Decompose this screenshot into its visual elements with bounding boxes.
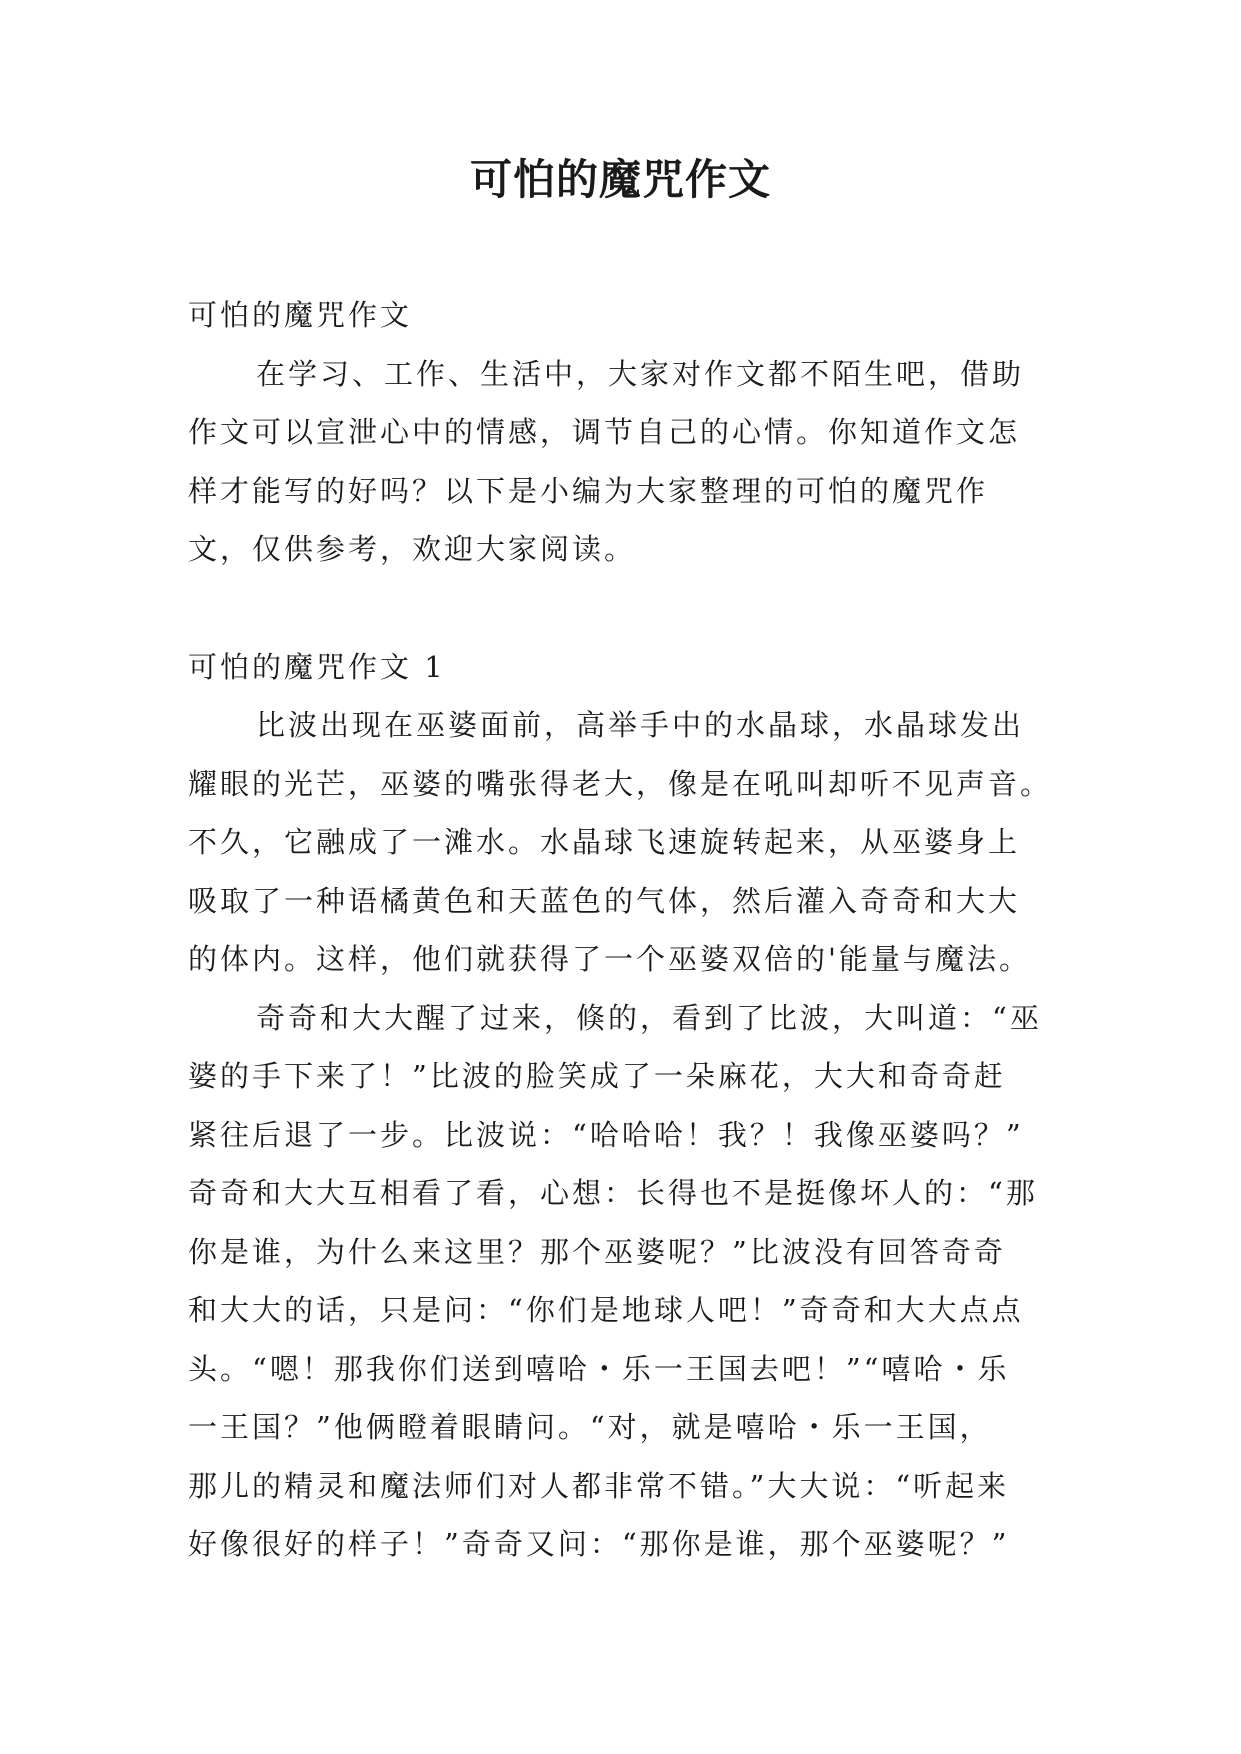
paragraph-line: 奇奇和大大醒了过来，倏的，看到了比波，大叫道：“巫 — [256, 1000, 1042, 1035]
paragraph-line: 婆的手下来了！”比波的脸笑成了一朵麻花，大大和奇奇赶 — [188, 1059, 1006, 1093]
paragraph-line: 那儿的精灵和魔法师们对人都非常不错。”大大说：“听起来 — [188, 1468, 1010, 1503]
paragraph-line: 的体内。这样，他们就获得了一个巫婆双倍的'能量与魔法。 — [188, 942, 1031, 976]
section1-paragraph-2 — [188, 989, 1054, 1574]
section-heading: 可怕的魔咒作文 1 — [188, 649, 446, 684]
paragraph-line: 一王国？”他俩瞪着眼睛问。“对，就是嘻哈・乐一王国， — [188, 1410, 992, 1444]
paragraph-line: 比波出现在巫婆面前，高举手中的水晶球，水晶球发出 — [256, 708, 1025, 742]
paragraph-line: 紧往后退了一步。比波说：“哈哈哈！我？！我像巫婆吗？” — [188, 1117, 1024, 1152]
paragraph-line: 吸取了一种语橘黄色和天蓝色的气体，然后灌入奇奇和大大 — [188, 883, 1021, 918]
intro-heading: 可怕的魔咒作文 — [188, 298, 413, 332]
paragraph-line: 文，仅供参考，欢迎大家阅读。 — [188, 532, 637, 566]
intro-paragraph — [188, 345, 1054, 579]
paragraph-line: 耀眼的光芒，巫婆的嘴张得老大，像是在吼叫却听不见声音。 — [188, 766, 1053, 801]
paragraph-line: 好像很好的样子！”奇奇又问：“那你是谁，那个巫婆呢？” — [188, 1527, 1010, 1561]
section1-paragraph-1 — [188, 696, 1054, 989]
document-title: 可怕的魔咒作文 — [469, 155, 771, 204]
paragraph-line: 样才能写的好吗？以下是小编为大家整理的可怕的魔咒作 — [188, 473, 989, 508]
paragraph-line: 不久，它融成了一滩水。水晶球飞速旋转起来，从巫婆身上 — [188, 825, 1021, 859]
paragraph-line: 作文可以宣泄心中的情感，调节自己的心情。你知道作文怎 — [188, 415, 1021, 449]
paragraph-line: 你是谁，为什么来这里？那个巫婆呢？”比波没有回答奇奇 — [188, 1234, 1006, 1269]
paragraph-line: 奇奇和大大互相看了看，心想：长得也不是挺像坏人的：“那 — [188, 1176, 1038, 1210]
paragraph-line: 头。“嗯！那我你们送到嘻哈・乐一王国去吧！”“嘻哈・乐 — [188, 1351, 1010, 1386]
document-body — [188, 286, 1054, 1574]
paragraph-line: 和大大的话，只是问：“你们是地球人吧！”奇奇和大大点点 — [188, 1293, 1024, 1327]
paragraph-line: 在学习、工作、生活中，大家对作文都不陌生吧，借助 — [256, 356, 1025, 391]
